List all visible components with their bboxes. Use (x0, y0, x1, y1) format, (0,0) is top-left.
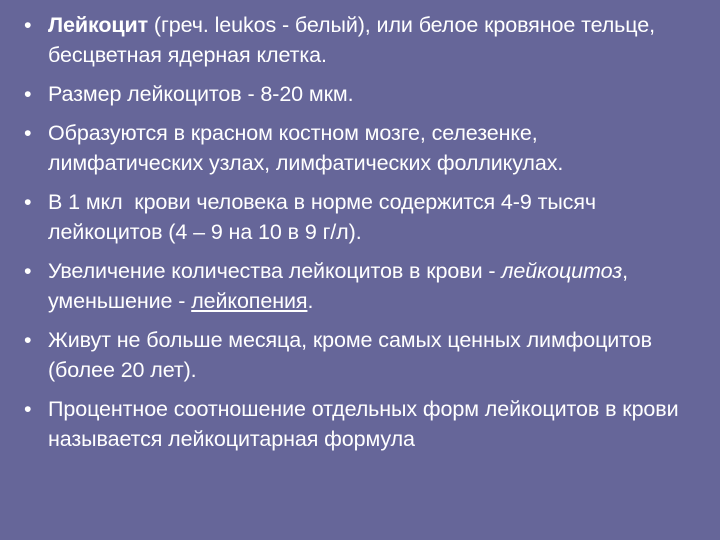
bullet-marker: • (24, 82, 32, 106)
bullet-marker: • (24, 397, 32, 421)
bullet-marker: • (24, 190, 32, 214)
bullet-text: Процентное соотношение отдельных форм лейкоцитов в крови называется лейкоцитарная формула (48, 397, 679, 451)
bullet-item-formula (22, 394, 698, 454)
bullet-item-count (22, 187, 698, 247)
bullet-text: Живут не больше месяца, кроме самых ценных лимфоцитов (более 20 лет). (48, 328, 652, 382)
bullet-text: (греч. leukos - белый), или белое кровяное тельце, бесцветная ядерная клетка. (48, 13, 655, 67)
bullet-text: Размер лейкоцитов - 8-20 мкм. (48, 82, 354, 106)
bullet-item-leukocytosis (22, 256, 698, 316)
bullet-item-lifespan (22, 325, 698, 385)
bullet-marker: • (24, 328, 32, 352)
link-leukopenia[interactable]: лейкопения (191, 289, 308, 313)
bullet-item-size (22, 79, 698, 109)
bullet-text-middle: , уменьшение - (48, 259, 628, 313)
bullet-marker: • (24, 259, 32, 283)
bullet-item-definition (22, 10, 698, 70)
bullet-marker: • (24, 121, 32, 145)
bullet-text-after: . (307, 289, 314, 313)
bullet-list (22, 10, 698, 454)
bullet-marker: • (24, 13, 32, 37)
term-leukocytosis: лейкоцитоз (501, 259, 623, 283)
bullet-text: Образуются в красном костном мозге, селезенке, лимфатических узлах, лимфатических фолликулах. (48, 121, 564, 175)
bullet-text-before: Увеличение количества лейкоцитов в крови - (48, 259, 502, 283)
bullet-text: В 1 мкл крови человека в норме содержится 4-9 тысяч лейкоцитов (4 – 9 на 10 в 9 г/л). (48, 190, 602, 244)
bullet-item-formation (22, 118, 698, 178)
term-leukocyte: Лейкоцит (48, 13, 149, 37)
